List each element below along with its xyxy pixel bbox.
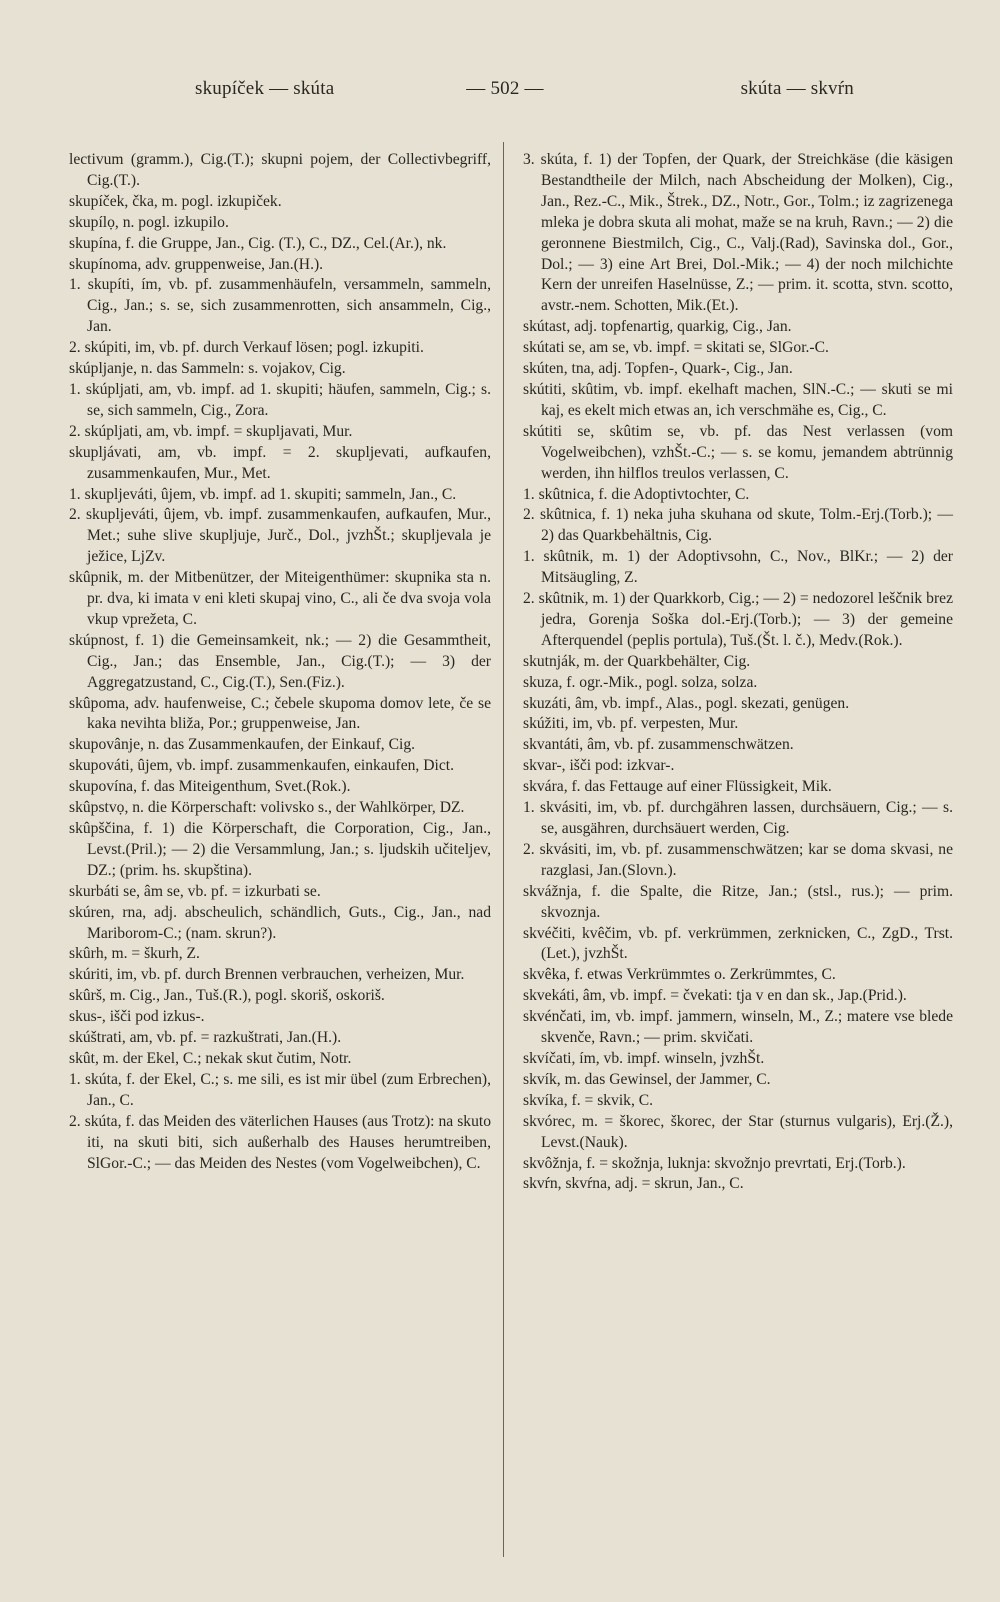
dictionary-entry: skvénčati, im, vb. impf. jammern, winseln, M., Z.; matere vse blede skvenče, Ravn.; — prim. skvičati. xyxy=(523,1008,953,1047)
dictionary-entry: skûrš, m. Cig., Jan., Tuš.(R.), pogl. skoriš, oskoriš. xyxy=(69,987,385,1005)
dictionary-entry: skútiti, skûtim, vb. impf. ekelhaft machen, SlN.-C.; — skuti se mi kaj, es ekelt mich etwas an, ich verschmähe es, Cig., C. xyxy=(523,380,953,419)
dictionary-entry: skût, m. der Ekel, C.; nekak skut čutim, Notr. xyxy=(69,1049,352,1067)
dictionary-entry: skûpoma, adv. haufenweise, C.; čebele skupoma domov lete, če se kaka nevihta bliža, Por.; gruppenweise, Jan. xyxy=(69,694,491,733)
dictionary-entry: 1. skúta, f. der Ekel, C.; s. me sili, es ist mir übel (zum Erbrechen), Jan., C. xyxy=(69,1070,491,1109)
dictionary-entry: skúpljanje, n. das Sammeln: s. vojakov, Cig. xyxy=(69,360,346,378)
dictionary-entry: 2. skûtnica, f. 1) neka juha skuhana od skute, Tolm.-Erj.(Torb.); — 2) das Quarkbehältnis, Cig. xyxy=(523,506,953,545)
header-right-guide: skúta — skvŕn xyxy=(740,78,854,99)
dictionary-entry: skvéčiti, kvêčim, vb. pf. verkrümmen, zerknicken, C., ZgD., Trst.(Let.), jvzhŠt. xyxy=(523,924,953,963)
dictionary-entry: skvórec, m. = škorec, škorec, der Star (sturnus vulgaris), Erj.(Ž.), Levst.(Nauk). xyxy=(523,1112,953,1151)
dictionary-entry: skúštrati, am, vb. pf. = razkuštrati, Jan.(H.). xyxy=(69,1029,342,1047)
dictionary-entry: 1. skûtnica, f. die Adoptivtochter, C. xyxy=(523,485,750,503)
dictionary-entry: skvíčati, ím, vb. impf. winseln, jvzhŠt. xyxy=(523,1049,765,1067)
dictionary-entry: skupovânje, n. das Zusammenkaufen, der Einkauf, Cig. xyxy=(69,736,416,754)
dictionary-entry: 3. skúta, f. 1) der Topfen, der Quark, der Streichkäse (die käsigen Bestandtheile der Milch, nach Abscheidung der Molken), Cig., Jan., Rez.-C., Mik., Štrek., DZ., Notr., Gor., Tolm.; iz zagrizenega mleka je dobra skuta ali mohat, maže se na kruh, Ravn.; — 2) die geronnene Biestmilch, Cig., C., Valj.(Rad), Savinska dol., Gor., Dol.; — 3) eine Art Brei, Dol.-Mik.; — 4) der noch milchichte Kern der unreifen Haselnüsse, Z.; — prim. it. scotta, stvn. scotto, avstr.-nem. Schotten, Mik.(Et.). xyxy=(523,151,953,315)
dictionary-entry: skvážnja, f. die Spalte, die Ritze, Jan.; (stsl., rus.); — prim. skvoznja. xyxy=(523,882,953,921)
dictionary-entry: skûpnik, m. der Mitbenützer, der Miteigenthümer: skupnika sta n. pr. dva, ki imata v eni kleti skupaj vino, C., ali če dva svoja vola vkup vprežeta, C. xyxy=(69,569,491,628)
dictionary-entry: skvôžnja, f. = skožnja, luknja: skvožnjo prevrtati, Erj.(Torb.). xyxy=(523,1154,906,1172)
dictionary-entry: skurbáti se, âm se, vb. pf. = izkurbati se. xyxy=(69,882,321,900)
dictionary-entry: skvêka, f. etwas Verkrümmtes o. Zerkrümmtes, C. xyxy=(523,966,836,984)
right-column xyxy=(523,150,953,1195)
dictionary-entry: 2. skúpiti, im, vb. pf. durch Verkauf lösen; pogl. izkupiti. xyxy=(69,339,424,357)
dictionary-entry: 1. skvásiti, im, vb. pf. durchgähren lassen, durchsäuern, Cig.; — s. se, ausgähren, durchsäuert werden, Cig. xyxy=(523,799,953,837)
dictionary-entry: skupovína, f. das Miteigenthum, Svet.(Rok.). xyxy=(69,778,351,796)
dictionary-entry: skûpstvọ, n. die Körperschaft: volivsko s., der Wahlkörper, DZ. xyxy=(69,799,465,817)
dictionary-entry: skútiti se, skûtim se, vb. pf. das Nest verlassen (vom Vogelweibchen), vzhŠt.-C.; — s. se komu, jemandem abtrünnig werden, ihn hilflos treulos verlassen, C. xyxy=(523,422,953,482)
dictionary-entry: skupljávati, am, vb. impf. = 2. skupljevati, aufkaufen, zusammenkaufen, Mur., Met. xyxy=(69,443,491,482)
dictionary-entry: 2. skupljeváti, ûjem, vb. impf. zusammenkaufen, aufkaufen, Mur., Met.; suhe slive skupljuje, Jurč., Dol., jvzhŠt.; skupljevala je ježice, LjZv. xyxy=(69,506,491,566)
dictionary-entry: skútati se, am se, vb. impf. = skitati se, SlGor.-C. xyxy=(523,339,829,357)
dictionary-entry: 2. skúpljati, am, vb. impf. = skupljavati, Mur. xyxy=(69,422,353,440)
dictionary-entry: 2. skúta, f. das Meiden des väterlichen Hauses (aus Trotz): na skuto iti, na skuti biti, sich außerhalb des Hauses herumtreiben, SlGor.-C.; — das Meiden des Nestes (vom Vogelweibchen), C. xyxy=(69,1112,491,1172)
dictionary-entry: skupínoma, adv. gruppenweise, Jan.(H.). xyxy=(69,255,324,273)
dictionary-entry: skupína, f. die Gruppe, Jan., Cig. (T.), C., DZ., Cel.(Ar.), nk. xyxy=(69,234,447,252)
page-number: — 502 — xyxy=(466,78,544,99)
dictionary-entry: skvára, f. das Fettauge auf einer Flüssigkeit, Mik. xyxy=(523,778,832,796)
dictionary-entry: skvŕn, skvŕna, adj. = skrun, Jan., C. xyxy=(523,1175,744,1193)
left-column xyxy=(69,150,491,1174)
dictionary-entry: skvantáti, âm, vb. pf. zusammenschwätzen. xyxy=(523,736,794,754)
dictionary-entry: skúren, rna, adj. abscheulich, schändlich, Guts., Cig., Jan., nad Mariborom-C.; (nam. skrun?). xyxy=(69,903,491,942)
dictionary-entry: skvar-, išči pod: izkvar-. xyxy=(523,757,675,775)
dictionary-entry: skûpščina, f. 1) die Körperschaft, die Corporation, Cig., Jan., Levst.(Pril.); — 2) die Versammlung, Jan.; s. ljudskih učiteljev, DZ.; (prim. hs. skupština). xyxy=(69,820,491,879)
dictionary-entry: lectivum (gramm.), Cig.(T.); skupni pojem, der Collectivbegriff, Cig.(T.). xyxy=(69,151,491,189)
dictionary-entry: skupílọ, n. pogl. izkupilo. xyxy=(69,213,229,231)
dictionary-entry: skúriti, im, vb. pf. durch Brennen verbrauchen, verheizen, Mur. xyxy=(69,966,465,984)
dictionary-entry: skúžiti, im, vb. pf. verpesten, Mur. xyxy=(523,715,739,733)
dictionary-entry: skûrh, m. = škurh, Z. xyxy=(69,945,200,963)
column-divider xyxy=(503,142,504,1557)
dictionary-entry: skupíček, čka, m. pogl. izkupiček. xyxy=(69,192,282,210)
dictionary-entry: skuza, f. ogr.-Mik., pogl. solza, solza. xyxy=(523,673,758,691)
dictionary-entry: skúten, tna, adj. Topfen-, Quark-, Cig., Jan. xyxy=(523,360,793,378)
dictionary-entry: skupováti, ûjem, vb. impf. zusammenkaufen, einkaufen, Dict. xyxy=(69,757,454,775)
dictionary-entry: 1. skúpljati, am, vb. impf. ad 1. skupiti; häufen, sammeln, Cig.; s. se, sich sammeln, Cig., Zora. xyxy=(69,380,491,419)
dictionary-entry: skutnják, m. der Quarkbehälter, Cig. xyxy=(523,652,751,670)
dictionary-entry: skútast, adj. topfenartig, quarkig, Cig., Jan. xyxy=(523,318,792,336)
dictionary-entry: 2. skvásiti, im, vb. pf. zusammenschwätzen; kar se doma skvasi, ne razglasi, Jan.(Slovn.). xyxy=(523,840,953,879)
dictionary-entry: 1. skupíti, ím, vb. pf. zusammenhäufeln, versammeln, sammeln, Cig., Jan.; s. se, sich zusammenrotten, sich ansammeln, Cig., Jan. xyxy=(69,276,491,336)
dictionary-entry: skvík, m. das Gewinsel, der Jammer, C. xyxy=(523,1070,771,1088)
header-left-guide: skupíček — skúta xyxy=(195,78,335,99)
dictionary-entry: skus-, išči pod izkus-. xyxy=(69,1008,205,1026)
dictionary-entry: skúpnost, f. 1) die Gemeinsamkeit, nk.; — 2) die Gesammtheit, Cig., Jan.; das Ensemble, Jan., Cig.(T.); — 3) der Aggregatzustand, C., Cig.(T.), Sen.(Fiz.). xyxy=(69,631,491,691)
dictionary-entry: skvíka, f. = skvik, C. xyxy=(523,1091,654,1109)
dictionary-entry: 1. skûtnik, m. 1) der Adoptivsohn, C., Nov., BlKr.; — 2) der Mitsäugling, Z. xyxy=(523,548,953,587)
dictionary-entry: 2. skûtnik, m. 1) der Quarkkorb, Cig.; — 2) = nedozorel leščnik brez jedra, Gorenja Soška dol.-Erj.(Torb.); — 3) der gemeine Afterquendel (peplis portula), Tuš.(Št. l. č.), Medv.(Rok.). xyxy=(523,590,953,649)
page-header xyxy=(70,78,940,108)
dictionary-entry: 1. skupljeváti, ûjem, vb. impf. ad 1. skupiti; sammeln, Jan., C. xyxy=(69,485,457,503)
dictionary-entry: skuzáti, âm, vb. impf., Alas., pogl. skezati, genügen. xyxy=(523,694,850,712)
dictionary-entry: skvekáti, âm, vb. impf. = čvekati: tja v en dan sk., Jap.(Prid.). xyxy=(523,987,907,1005)
